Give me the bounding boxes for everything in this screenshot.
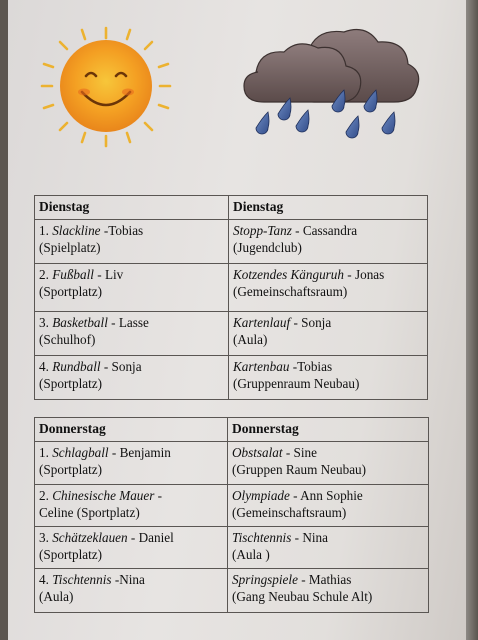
table-cell: 2. Fußball - Liv (Sportplatz) [35,264,229,312]
table-cell: 3. Basketball - Lasse (Schulhof) [35,312,229,356]
rain-cloud-icon [238,22,424,152]
table-row [35,220,428,264]
table-cell: 4. Rundball - Sonja (Sportplatz) [35,356,229,400]
table-header-row [35,196,428,220]
table-row [35,527,429,569]
table-cell: 4. Tischtennis -Nina (Aula) [35,569,228,613]
table-cell: Tischtennis - Nina (Aula ) [228,527,429,569]
table-cell: Kartenbau -Tobias (Gruppenraum Neubau) [229,356,428,400]
table-cell: Olympiade - Ann Sophie (Gemeinschaftsraum) [228,485,429,527]
table-cell: 3. Schätzeklauen - Daniel (Sportplatz) [35,527,228,569]
column-header: Dienstag [229,196,428,220]
column-header: Donnerstag [35,418,228,442]
thursday-table [34,417,429,613]
table-cell: Kotzendes Känguruh - Jonas (Gemeinschaftsraum) [229,264,428,312]
sun-icon [38,26,174,150]
tuesday-table [34,195,428,400]
background-edge [466,0,478,640]
table-row [35,356,428,400]
table-cell: Obstsalat - Sine (Gruppen Raum Neubau) [228,442,429,485]
column-header: Donnerstag [228,418,429,442]
table-row [35,442,429,485]
table-row [35,312,428,356]
table-cell: Kartenlauf - Sonja (Aula) [229,312,428,356]
column-header: Dienstag [35,196,229,220]
table-header-row [35,418,429,442]
table-cell: 1. Slackline -Tobias (Spielplatz) [35,220,229,264]
table-cell: 2. Chinesische Mauer - Celine (Sportplatz) [35,485,228,527]
table-row [35,569,429,613]
table-cell: 1. Schlagball - Benjamin (Sportplatz) [35,442,228,485]
table-row [35,485,429,527]
table-cell: Springspiele - Mathias (Gang Neubau Schule Alt) [228,569,429,613]
table-cell: Stopp-Tanz - Cassandra (Jugendclub) [229,220,428,264]
table-row [35,264,428,312]
